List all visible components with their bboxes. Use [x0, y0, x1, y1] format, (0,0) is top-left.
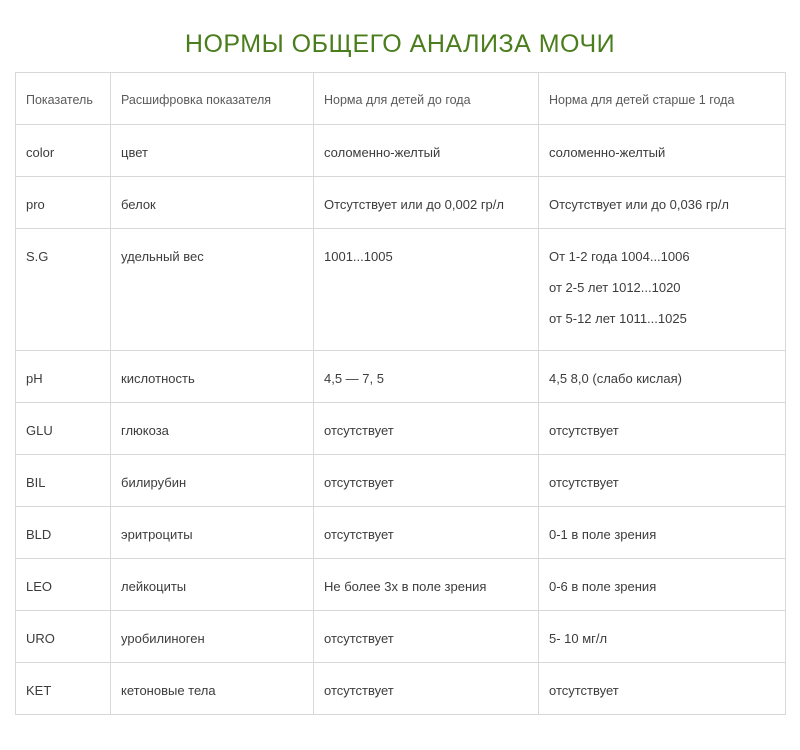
cell-line: от 2-5 лет 1012...1020 [549, 280, 681, 295]
table-row [16, 177, 786, 229]
cell-line: 4,5 8,0 (слабо кислая) [549, 371, 682, 386]
table-row [16, 455, 786, 507]
cell-line: Отсутствует или до 0,002 гр/л [324, 197, 504, 212]
cell-infant-norm [314, 177, 539, 229]
cell-older-norm [539, 663, 786, 715]
cell-name: эритроциты [111, 507, 314, 559]
table-row [16, 229, 786, 351]
cell-name: кетоновые тела [111, 663, 314, 715]
cell-line: Не более 3х в поле зрения [324, 579, 487, 594]
cell-infant-norm [314, 125, 539, 177]
cell-line: от 5-12 лет 1011...1025 [549, 311, 687, 326]
header-infant-norm: Норма для детей до года [314, 73, 539, 125]
cell-older-norm [539, 403, 786, 455]
header-indicator: Показатель [16, 73, 111, 125]
cell-infant-norm [314, 663, 539, 715]
cell-older-norm [539, 125, 786, 177]
table-row [16, 663, 786, 715]
cell-infant-norm [314, 559, 539, 611]
cell-older-norm [539, 611, 786, 663]
cell-code: KET [16, 663, 111, 715]
header-decoding: Расшифровка показателя [111, 73, 314, 125]
cell-line: отсутствует [549, 683, 619, 698]
cell-code: S.G [16, 229, 111, 351]
cell-line: отсутствует [324, 683, 394, 698]
cell-name: глюкоза [111, 403, 314, 455]
cell-older-norm [539, 351, 786, 403]
cell-name: лейкоциты [111, 559, 314, 611]
cell-code: URO [16, 611, 111, 663]
cell-name: удельный вес [111, 229, 314, 351]
page-title: НОРМЫ ОБЩЕГО АНАЛИЗА МОЧИ [184, 30, 616, 58]
urine-norms-table [15, 72, 786, 715]
header-older-norm: Норма для детей старше 1 года [539, 73, 786, 125]
cell-line: соломенно-желтый [549, 145, 666, 160]
table-row [16, 351, 786, 403]
cell-older-norm [539, 507, 786, 559]
table-header-row [16, 73, 786, 125]
cell-infant-norm [314, 351, 539, 403]
cell-line: отсутствует [324, 631, 394, 646]
table-row [16, 559, 786, 611]
table-row [16, 507, 786, 559]
table-row [16, 125, 786, 177]
cell-code: pro [16, 177, 111, 229]
cell-older-norm [539, 559, 786, 611]
cell-line: 0-6 в поле зрения [549, 579, 657, 594]
cell-line: отсутствует [324, 423, 394, 438]
cell-line: соломенно-желтый [324, 145, 441, 160]
cell-code: color [16, 125, 111, 177]
cell-infant-norm [314, 611, 539, 663]
cell-line: 0-1 в поле зрения [549, 527, 657, 542]
cell-code: BLD [16, 507, 111, 559]
cell-name: билирубин [111, 455, 314, 507]
cell-line: 1001...1005 [324, 249, 393, 264]
cell-line: отсутствует [324, 475, 394, 490]
cell-line: 4,5 — 7, 5 [324, 371, 384, 386]
cell-older-norm [539, 229, 786, 351]
cell-infant-norm [314, 403, 539, 455]
cell-line: отсутствует [549, 423, 619, 438]
cell-code: LEO [16, 559, 111, 611]
cell-code: BIL [16, 455, 111, 507]
cell-name: кислотность [111, 351, 314, 403]
cell-line: отсутствует [549, 475, 619, 490]
cell-older-norm [539, 455, 786, 507]
table-row [16, 403, 786, 455]
cell-older-norm [539, 177, 786, 229]
cell-name: уробилиноген [111, 611, 314, 663]
cell-code: pH [16, 351, 111, 403]
cell-name: белок [111, 177, 314, 229]
cell-line: отсутствует [324, 527, 394, 542]
cell-name: цвет [111, 125, 314, 177]
cell-infant-norm [314, 455, 539, 507]
cell-infant-norm [314, 507, 539, 559]
table-row [16, 611, 786, 663]
cell-line: От 1-2 года 1004...1006 [549, 249, 690, 264]
cell-infant-norm [314, 229, 539, 351]
table-body [16, 125, 786, 715]
cell-code: GLU [16, 403, 111, 455]
cell-line: Отсутствует или до 0,036 гр/л [549, 197, 729, 212]
cell-line: 5- 10 мг/л [549, 631, 608, 646]
